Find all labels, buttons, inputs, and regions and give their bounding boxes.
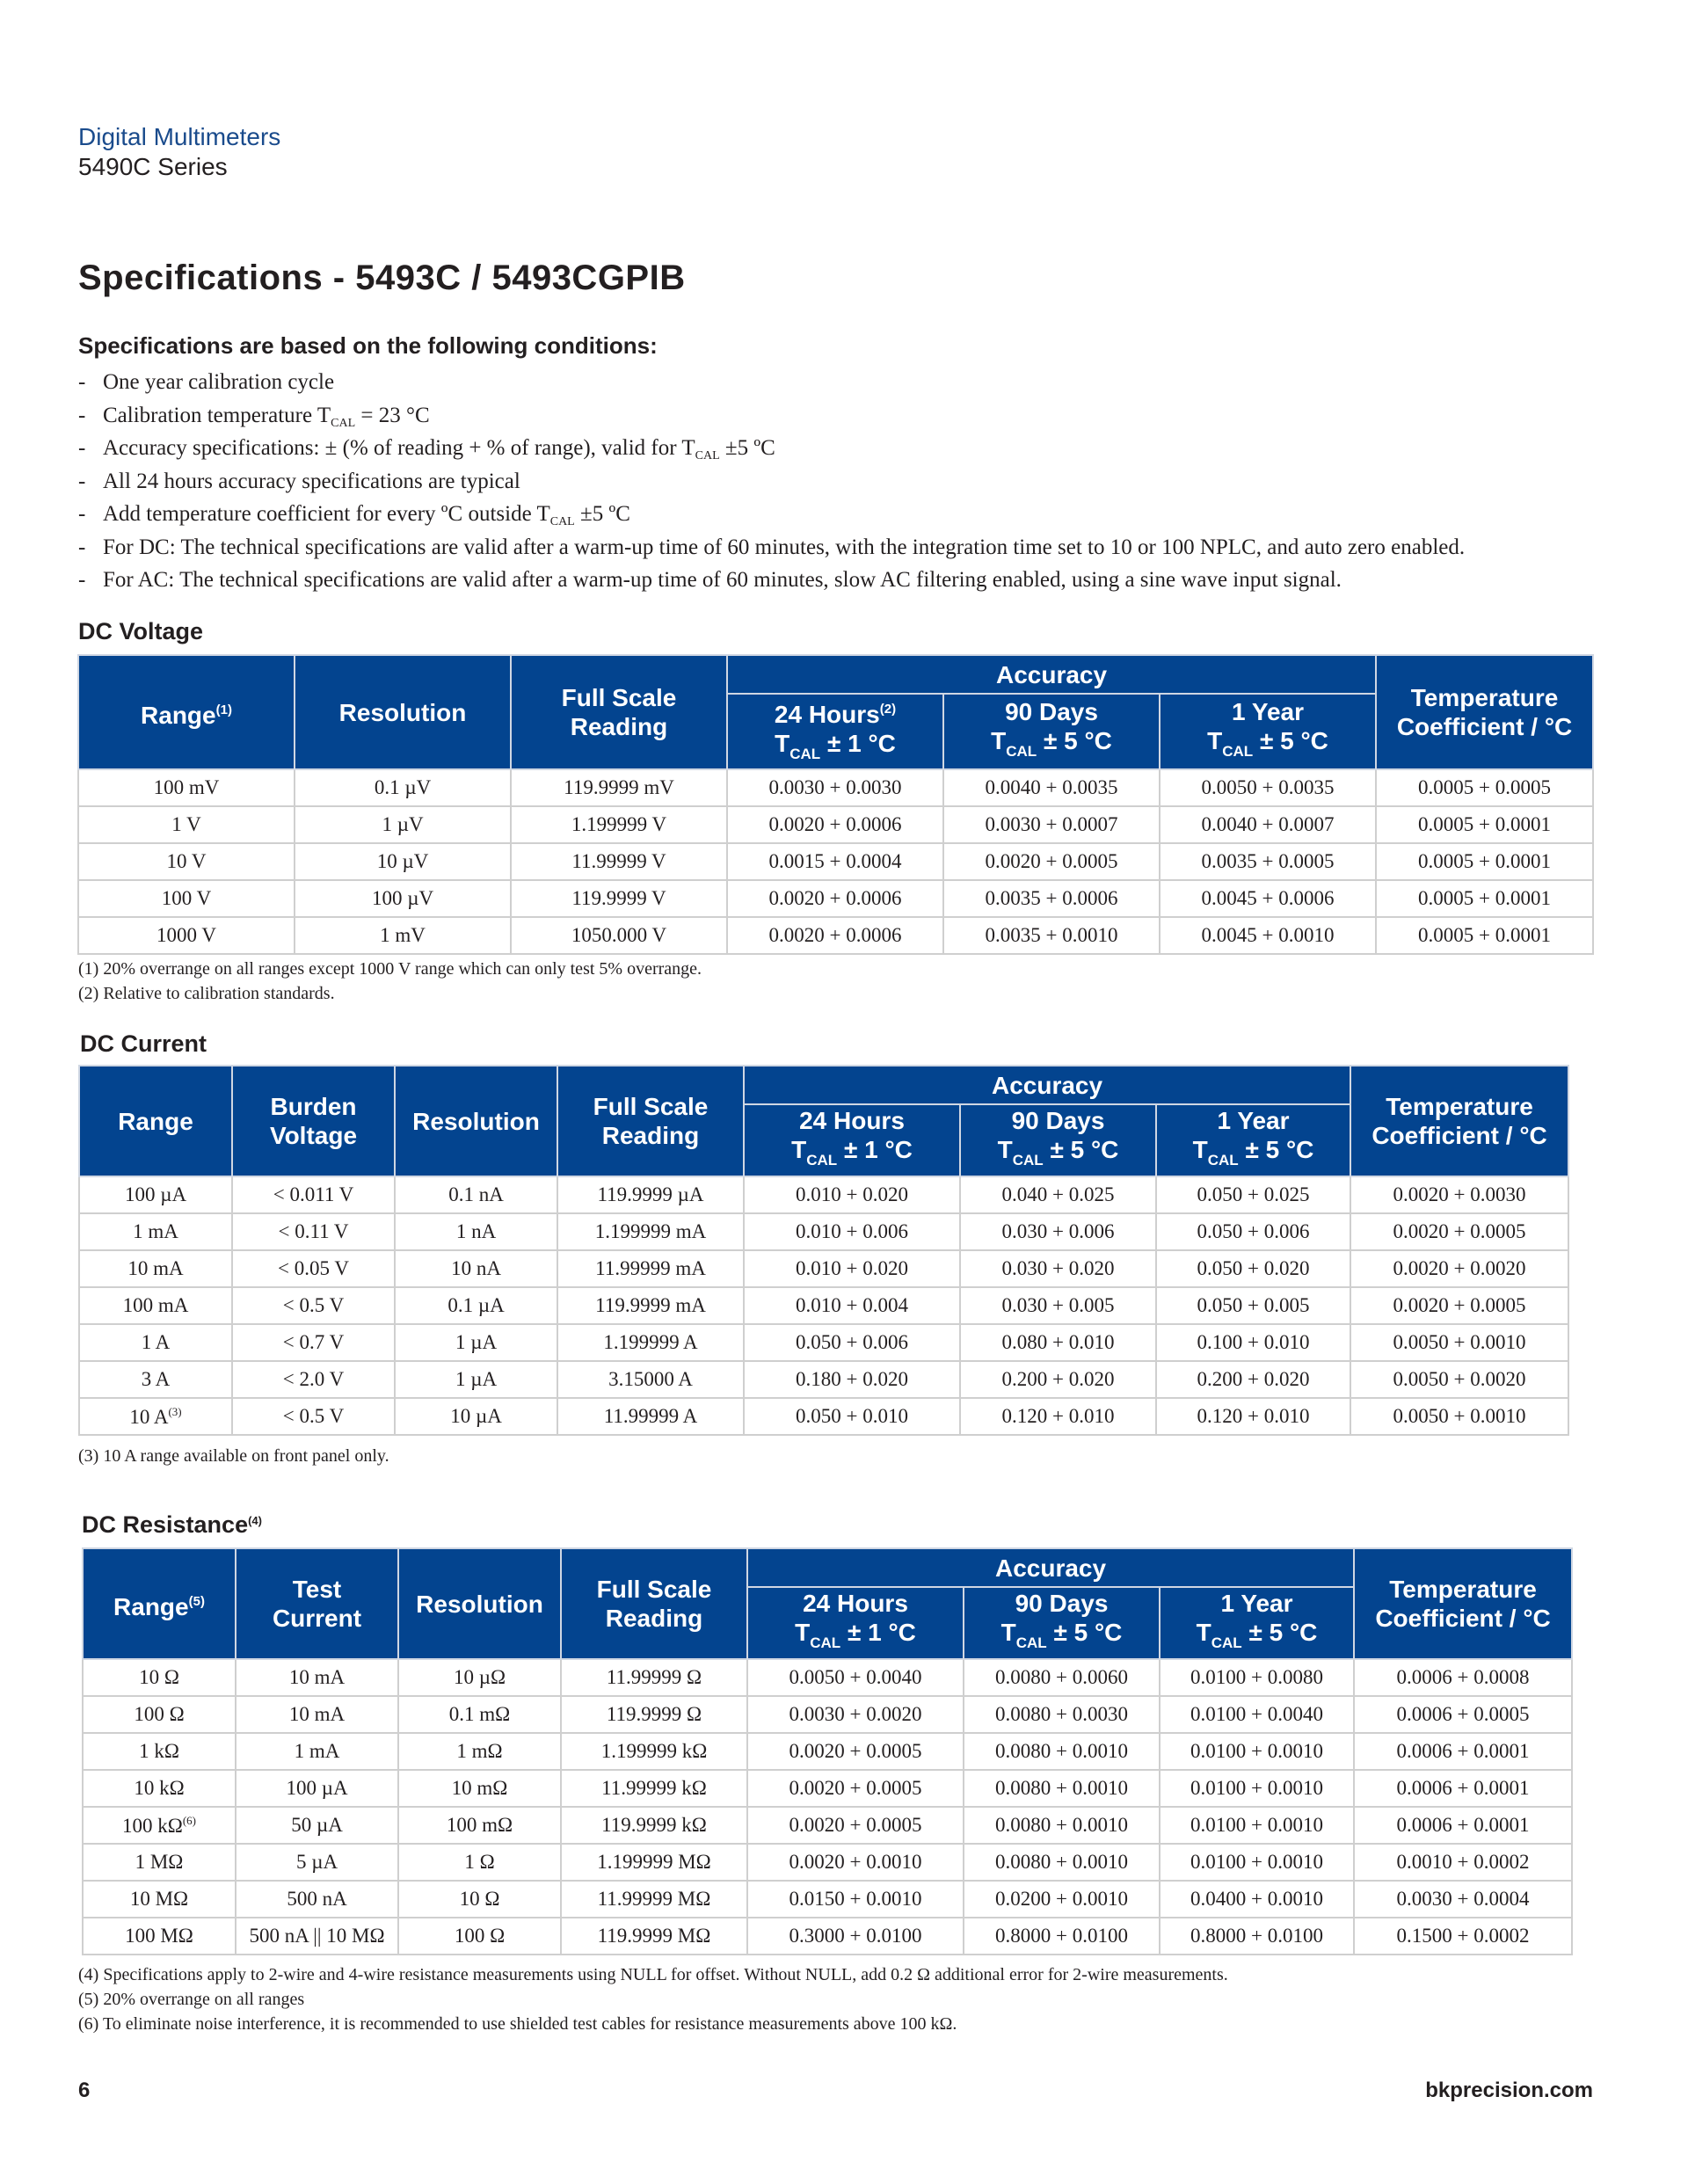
table-cell: < 2.0 V: [232, 1361, 395, 1398]
col-accuracy: Accuracy: [744, 1066, 1350, 1104]
table-cell: 1 kΩ: [83, 1733, 236, 1770]
table-cell: 10 mA: [236, 1696, 398, 1733]
table-cell: 10 MΩ: [83, 1881, 236, 1918]
table-cell: 1 mA: [79, 1213, 232, 1250]
conditions-title: Specifications are based on the following conditions:: [78, 332, 658, 359]
table-cell: 1 nA: [395, 1213, 557, 1250]
table-cell: 0.0045 + 0.0006: [1160, 880, 1376, 917]
table-cell: 1 Ω: [398, 1844, 561, 1881]
table-cell: 0.030 + 0.005: [960, 1287, 1156, 1324]
table-cell: 1.199999 MΩ: [561, 1844, 747, 1881]
table-row: [78, 843, 1593, 880]
table-cell: 0.0030 + 0.0020: [747, 1696, 964, 1733]
footnote: (3) 10 A range available on front panel only.: [78, 1446, 389, 1466]
dc-resistance-footnotes: [78, 1962, 1228, 2036]
table-cell: 0.010 + 0.020: [744, 1176, 960, 1213]
col-resolution: Resolution: [395, 1066, 557, 1176]
table-row: [83, 1696, 1572, 1733]
footnote: (5) 20% overrange on all ranges: [78, 1990, 305, 2009]
table-cell: 1 MΩ: [83, 1844, 236, 1881]
dc-resistance-table: [82, 1547, 1573, 1955]
table-cell: 100 Ω: [398, 1918, 561, 1955]
table-cell: 100 mV: [78, 769, 295, 806]
table-cell: 0.0035 + 0.0005: [1160, 843, 1376, 880]
col-24h: 24 Hours$^{(2)}$ $T_{CAL} \pm 1$ °C: [727, 694, 943, 769]
table-cell: 0.0006 + 0.0008: [1354, 1659, 1572, 1696]
table-cell: < 0.5 V: [232, 1398, 395, 1435]
table-cell: 10 µΩ: [398, 1659, 561, 1696]
col-resolution: Resolution: [398, 1548, 561, 1659]
table-cell: 0.0005 + 0.0001: [1376, 917, 1593, 954]
table-cell: 0.010 + 0.020: [744, 1250, 960, 1287]
col-temp-coeff: Temperature Coefficient / °C: [1350, 1066, 1568, 1176]
table-cell: 0.0200 + 0.0010: [964, 1881, 1160, 1918]
table-cell: 10 Ω: [398, 1881, 561, 1918]
section-title-dc-voltage: DC Voltage: [78, 618, 204, 644]
table-cell: 0.0005 + 0.0001: [1376, 843, 1593, 880]
table-cell: 0.8000 + 0.0100: [1160, 1918, 1354, 1955]
table-cell: 10 $A^{(3)}$: [79, 1398, 232, 1435]
footnote: (1) 20% overrange on all ranges except 1000 V range which can only test 5% overrange.: [78, 959, 702, 979]
col-90d: 90 Days $T_{CAL} \pm 5$ °C: [943, 694, 1160, 769]
table-cell: 3.15000 A: [557, 1361, 744, 1398]
table-row: [83, 1844, 1572, 1881]
table-row: [83, 1770, 1572, 1807]
col-24h: 24 Hours $T_{CAL} \pm 1$ °C: [744, 1104, 960, 1176]
condition-item: - For DC: The technical specifications are valid after a warm-up time of 60 minutes, with the integration time set to 10 or 100 NPLC, and auto zero enabled.: [78, 531, 1465, 564]
table-cell: 0.0040 + 0.0007: [1160, 806, 1376, 843]
table-cell: 0.0020 + 0.0006: [727, 880, 943, 917]
table-cell: 0.0045 + 0.0010: [1160, 917, 1376, 954]
col-1y: 1 Year $T_{CAL} \pm 5$ °C: [1160, 694, 1376, 769]
table-row: [78, 806, 1593, 843]
table-cell: 0.050 + 0.006: [1156, 1213, 1350, 1250]
table-cell: 10 mA: [79, 1250, 232, 1287]
col-90d: 90 Days $T_{CAL} \pm 5$ °C: [960, 1104, 1156, 1176]
table-cell: 0.0080 + 0.0060: [964, 1659, 1160, 1696]
table-cell: < 0.5 V: [232, 1287, 395, 1324]
table-cell: 119.9999 V: [511, 880, 727, 917]
table-row: [79, 1398, 1568, 1435]
dash-bullet: -: [78, 403, 86, 427]
table-cell: 0.050 + 0.005: [1156, 1287, 1350, 1324]
table-cell: 1.199999 mA: [557, 1213, 744, 1250]
table-row: [83, 1733, 1572, 1770]
table-row: [79, 1176, 1568, 1213]
col-range: Range: [79, 1066, 232, 1176]
table-cell: 0.120 + 0.010: [1156, 1398, 1350, 1435]
table-cell: 11.99999 V: [511, 843, 727, 880]
table-cell: 119.9999 mA: [557, 1287, 744, 1324]
table-cell: 500 nA: [236, 1881, 398, 1918]
table-cell: 0.0006 + 0.0001: [1354, 1770, 1572, 1807]
dash-bullet: -: [78, 436, 86, 460]
footnote: (4) Specifications apply to 2-wire and 4-wire resistance measurements using NULL for offset. Without NULL, add 0.2 Ω additional error for 2-wire measurements.: [78, 1965, 1228, 1984]
table-cell: 119.9999 µA: [557, 1176, 744, 1213]
table-cell: 0.040 + 0.025: [960, 1176, 1156, 1213]
table-cell: < 0.11 V: [232, 1213, 395, 1250]
table-cell: 1 µA: [395, 1324, 557, 1361]
table-cell: 0.0006 + 0.0001: [1354, 1807, 1572, 1844]
col-accuracy: Accuracy: [747, 1548, 1354, 1587]
table-cell: 0.0050 + 0.0020: [1350, 1361, 1568, 1398]
table-cell: 10 mΩ: [398, 1770, 561, 1807]
table-cell: 0.0005 + 0.0005: [1376, 769, 1593, 806]
table-cell: 0.0020 + 0.0020: [1350, 1250, 1568, 1287]
col-resolution: Resolution: [295, 655, 511, 769]
table-cell: 0.0035 + 0.0010: [943, 917, 1160, 954]
footnote: (6) To eliminate noise interference, it is recommended to use shielded test cables for resistance measurements above 100 kΩ.: [78, 2014, 957, 2034]
table-cell: 0.0050 + 0.0010: [1350, 1324, 1568, 1361]
table-cell: 119.9999 mV: [511, 769, 727, 806]
table-cell: 0.010 + 0.006: [744, 1213, 960, 1250]
table-cell: 0.0006 + 0.0005: [1354, 1696, 1572, 1733]
table-cell: 0.0035 + 0.0006: [943, 880, 1160, 917]
dash-bullet: -: [78, 568, 86, 592]
table-cell: 0.0100 + 0.0010: [1160, 1844, 1354, 1881]
col-burden-voltage: Burden Voltage: [232, 1066, 395, 1176]
dash-bullet: -: [78, 502, 86, 526]
table-row: [78, 769, 1593, 806]
table-cell: 0.0080 + 0.0010: [964, 1844, 1160, 1881]
section-title-dc-current: DC Current: [80, 1030, 207, 1057]
table-row: [83, 1881, 1572, 1918]
table-cell: 50 µA: [236, 1807, 398, 1844]
col-temp-coeff: Temperature Coefficient / °C: [1354, 1548, 1572, 1659]
table-cell: 0.0030 + 0.0007: [943, 806, 1160, 843]
table-cell: 100 $k\Omega^{(6)}$: [83, 1807, 236, 1844]
table-row: [83, 1807, 1572, 1844]
table-cell: 100 µA: [236, 1770, 398, 1807]
table-cell: < 0.011 V: [232, 1176, 395, 1213]
table-cell: 11.99999 kΩ: [561, 1770, 747, 1807]
table-cell: 0.200 + 0.020: [960, 1361, 1156, 1398]
table-cell: 0.0030 + 0.0004: [1354, 1881, 1572, 1918]
col-temp-coeff: Temperature Coefficient / °C: [1376, 655, 1593, 769]
table-cell: 5 µA: [236, 1844, 398, 1881]
table-cell: 10 Ω: [83, 1659, 236, 1696]
col-full-scale: Full Scale Reading: [557, 1066, 744, 1176]
table-cell: 0.0020 + 0.0005: [1350, 1213, 1568, 1250]
table-cell: 11.99999 mA: [557, 1250, 744, 1287]
table-cell: 0.120 + 0.010: [960, 1398, 1156, 1435]
table-row: [79, 1287, 1568, 1324]
table-cell: 0.0080 + 0.0030: [964, 1696, 1160, 1733]
table-cell: 10 V: [78, 843, 295, 880]
table-row: [83, 1918, 1572, 1955]
dc-voltage-footnotes: [78, 957, 702, 1006]
table-cell: 0.010 + 0.004: [744, 1287, 960, 1324]
table-row: [79, 1213, 1568, 1250]
table-cell: 0.0020 + 0.0006: [727, 806, 943, 843]
table-cell: 0.1 nA: [395, 1176, 557, 1213]
table-cell: 0.050 + 0.010: [744, 1398, 960, 1435]
table-cell: 119.9999 Ω: [561, 1696, 747, 1733]
table-cell: 10 mA: [236, 1659, 398, 1696]
table-cell: 0.0080 + 0.0010: [964, 1770, 1160, 1807]
table-cell: 100 Ω: [83, 1696, 236, 1733]
col-full-scale: Full Scale Reading: [561, 1548, 747, 1659]
table-cell: 0.0020 + 0.0005: [943, 843, 1160, 880]
table-row: [79, 1250, 1568, 1287]
table-cell: 0.0015 + 0.0004: [727, 843, 943, 880]
table-cell: 1 V: [78, 806, 295, 843]
table-cell: 100 mΩ: [398, 1807, 561, 1844]
table-cell: 10 nA: [395, 1250, 557, 1287]
table-cell: 100 µA: [79, 1176, 232, 1213]
page-number: 6: [78, 2078, 91, 2102]
table-cell: 0.030 + 0.020: [960, 1250, 1156, 1287]
table-cell: 0.0100 + 0.0080: [1160, 1659, 1354, 1696]
table-cell: 0.0010 + 0.0002: [1354, 1844, 1572, 1881]
table-cell: 10 kΩ: [83, 1770, 236, 1807]
table-cell: 0.0100 + 0.0010: [1160, 1733, 1354, 1770]
dash-bullet: -: [78, 370, 86, 394]
table-cell: 1 mA: [236, 1733, 398, 1770]
footnote: (2) Relative to calibration standards.: [78, 984, 335, 1003]
table-cell: 0.080 + 0.010: [960, 1324, 1156, 1361]
col-90d: 90 Days $T_{CAL} \pm 5$ °C: [964, 1587, 1160, 1659]
table-row: [78, 917, 1593, 954]
table-cell: 0.0100 + 0.0010: [1160, 1807, 1354, 1844]
table-cell: 0.0080 + 0.0010: [964, 1733, 1160, 1770]
table-cell: 0.0020 + 0.0006: [727, 917, 943, 954]
dc-voltage-table: [77, 654, 1594, 955]
table-cell: 1050.000 V: [511, 917, 727, 954]
dc-current-footnotes: [78, 1444, 389, 1468]
table-cell: 0.100 + 0.010: [1156, 1324, 1350, 1361]
condition-item: - Add temperature coefficient for every ºC outside $T_{CAL} \pm 5$ ºC: [78, 498, 1465, 531]
table-cell: 119.9999 MΩ: [561, 1918, 747, 1955]
header-category: Digital Multimeters: [78, 123, 281, 150]
table-cell: 0.0150 + 0.0010: [747, 1881, 964, 1918]
table-cell: 1.199999 kΩ: [561, 1733, 747, 1770]
table-cell: 0.0020 + 0.0010: [747, 1844, 964, 1881]
table-cell: 11.99999 Ω: [561, 1659, 747, 1696]
website-link[interactable]: bkprecision.com: [1425, 2078, 1593, 2102]
col-test-current: Test Current: [236, 1548, 398, 1659]
table-cell: 0.200 + 0.020: [1156, 1361, 1350, 1398]
section-title-dc-resistance: DC Resistance$^{(4)}$: [82, 1511, 262, 1538]
table-cell: 0.0050 + 0.0010: [1350, 1398, 1568, 1435]
table-cell: 0.050 + 0.006: [744, 1324, 960, 1361]
table-row: [83, 1659, 1572, 1696]
table-cell: 0.030 + 0.006: [960, 1213, 1156, 1250]
condition-item: - For AC: The technical specifications are valid after a warm-up time of 60 minutes, slow AC filtering enabled, using a sine wave input signal.: [78, 564, 1465, 597]
table-cell: < 0.7 V: [232, 1324, 395, 1361]
table-cell: 0.0006 + 0.0001: [1354, 1733, 1572, 1770]
table-cell: 0.0050 + 0.0040: [747, 1659, 964, 1696]
condition-item: - Calibration temperature $T_{CAL} = 23$ °C: [78, 399, 1465, 433]
table-cell: 0.0020 + 0.0005: [1350, 1287, 1568, 1324]
table-cell: 0.1 µA: [395, 1287, 557, 1324]
col-range: Range$^{(5)}$: [83, 1548, 236, 1659]
table-cell: 0.0020 + 0.0005: [747, 1807, 964, 1844]
table-cell: 0.0040 + 0.0035: [943, 769, 1160, 806]
col-range: Range$^{(1)}$: [78, 655, 295, 769]
table-cell: 100 µV: [295, 880, 511, 917]
table-row: [79, 1324, 1568, 1361]
table-row: [79, 1361, 1568, 1398]
condition-item: - One year calibration cycle: [78, 366, 1465, 399]
table-row: [78, 880, 1593, 917]
table-cell: 1 mV: [295, 917, 511, 954]
table-cell: 0.0400 + 0.0010: [1160, 1881, 1354, 1918]
table-cell: 1000 V: [78, 917, 295, 954]
table-cell: 500 nA || 10 MΩ: [236, 1918, 398, 1955]
condition-item: - All 24 hours accuracy specifications are typical: [78, 465, 1465, 499]
table-cell: 100 MΩ: [83, 1918, 236, 1955]
table-cell: 11.99999 A: [557, 1398, 744, 1435]
table-cell: 3 A: [79, 1361, 232, 1398]
table-cell: 119.9999 kΩ: [561, 1807, 747, 1844]
table-cell: 0.0080 + 0.0010: [964, 1807, 1160, 1844]
table-cell: 0.180 + 0.020: [744, 1361, 960, 1398]
conditions-list: [78, 366, 1465, 597]
table-cell: 10 µV: [295, 843, 511, 880]
col-full-scale: Full Scale Reading: [511, 655, 727, 769]
condition-item: - Accuracy specifications: ± (% of reading + % of range), valid for $T_{CAL} \pm 5$ ºC: [78, 432, 1465, 465]
table-cell: 0.0050 + 0.0035: [1160, 769, 1376, 806]
table-cell: 1 A: [79, 1324, 232, 1361]
table-cell: 0.0020 + 0.0005: [747, 1770, 964, 1807]
table-cell: 0.1 µV: [295, 769, 511, 806]
table-cell: 100 V: [78, 880, 295, 917]
table-cell: 0.0020 + 0.0030: [1350, 1176, 1568, 1213]
dash-bullet: -: [78, 535, 86, 559]
col-1y: 1 Year $T_{CAL} \pm 5$ °C: [1156, 1104, 1350, 1176]
table-cell: 1 µA: [395, 1361, 557, 1398]
table-cell: 10 µA: [395, 1398, 557, 1435]
table-cell: 0.0005 + 0.0001: [1376, 880, 1593, 917]
table-cell: 0.1500 + 0.0002: [1354, 1918, 1572, 1955]
table-cell: 0.0100 + 0.0040: [1160, 1696, 1354, 1733]
dash-bullet: -: [78, 469, 86, 493]
table-cell: 1.199999 A: [557, 1324, 744, 1361]
table-cell: 0.8000 + 0.0100: [964, 1918, 1160, 1955]
table-cell: 0.0100 + 0.0010: [1160, 1770, 1354, 1807]
table-cell: 0.050 + 0.020: [1156, 1250, 1350, 1287]
dc-current-table: [78, 1065, 1569, 1436]
table-cell: 0.050 + 0.025: [1156, 1176, 1350, 1213]
col-1y: 1 Year $T_{CAL} \pm 5$ °C: [1160, 1587, 1354, 1659]
table-cell: 1 mΩ: [398, 1733, 561, 1770]
page-title: Specifications - 5493C / 5493CGPIB: [78, 258, 686, 297]
table-cell: 1.199999 V: [511, 806, 727, 843]
table-cell: 0.1 mΩ: [398, 1696, 561, 1733]
table-cell: 11.99999 MΩ: [561, 1881, 747, 1918]
header-series: 5490C Series: [78, 153, 228, 180]
table-cell: 100 mA: [79, 1287, 232, 1324]
col-accuracy: Accuracy: [727, 655, 1376, 694]
col-24h: 24 Hours $T_{CAL} \pm 1$ °C: [747, 1587, 964, 1659]
table-cell: 0.0005 + 0.0001: [1376, 806, 1593, 843]
table-cell: 0.0030 + 0.0030: [727, 769, 943, 806]
table-cell: < 0.05 V: [232, 1250, 395, 1287]
table-cell: 0.3000 + 0.0100: [747, 1918, 964, 1955]
table-cell: 0.0020 + 0.0005: [747, 1733, 964, 1770]
table-cell: 1 µV: [295, 806, 511, 843]
